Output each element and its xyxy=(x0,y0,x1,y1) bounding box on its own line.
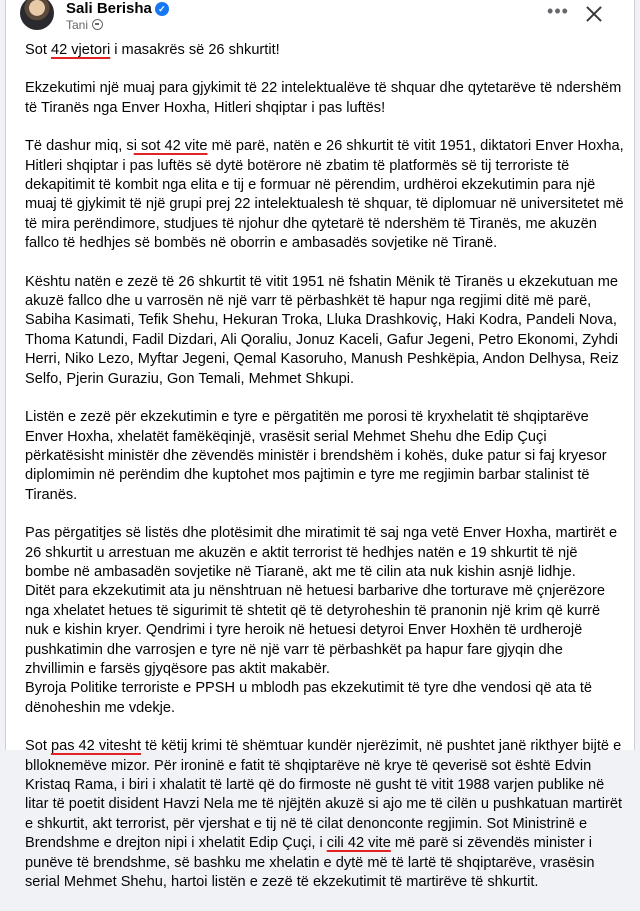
underlined-text: pas 42 vitesht xyxy=(50,738,142,755)
text: më parë, natën e 26 shkurtit të vitit 1951, diktatori Enver Hoxha, Hitleri shqiptar i pas luftës së dytë botërore në zbatim të platformës së tij terroriste të dekapitimit të kombit nga elita e tij e formuar në përendim, urdhëroi ekzekutimin para një muaj të gjykimit të një grupi prej 22 intelektualesh të shquar, të diplomuar në universitetet më të mira perëndimore, studjues të njohur dhe qytetarë të ndershëm të Tiranës, me akuzën fallco të hedhjes së bombës në oborrin e ambasadës sovjetike në Tiranë. xyxy=(25,138,624,252)
text: Të dashur miq, s xyxy=(25,138,134,155)
more-options-icon: ••• xyxy=(547,1,569,21)
post-header xyxy=(6,0,636,40)
paragraph-9 xyxy=(25,737,625,892)
paragraph-1 xyxy=(25,41,625,60)
close-button[interactable] xyxy=(580,0,608,28)
globe-icon xyxy=(92,19,103,30)
underlined-text: i sot 42 vite xyxy=(133,138,208,155)
paragraph-7: Ditët para ekzekutimit ata ju nënshtruan në hetuesi barbarive dhe torturave më çnjerëzore nga xhelatet hetues të sigurimit të shtetit që të detyroheshin të pranonin një krim që kurrë nuk e kishin kryer. Qendrimi i tyre heroik në hetuesi detyroi Enver Hoxhën të urdherojë pushkatimin dhe varrosjen e tyre në një varr të përbashkët pa hapur fare gjyqin dhe zhvillimin e farsës gjyqësore pas aktit makabër. xyxy=(25,583,606,677)
text: Sot xyxy=(25,42,51,58)
author-name-label[interactable]: Sali Berisha xyxy=(66,0,152,17)
post-body xyxy=(25,41,625,911)
post-card xyxy=(5,0,635,891)
text: të këtij krimi të shëmtuar kundër njerëzimit, në pushtet janë rikthyer bijtë e blloknemëve mizor. Për ironinë e fatit të shqiptarëve në krye të qeverisë sot është Edvin Kristaq Rama, i biri i xhalatit të lartë që do firmoste në gusht të vitit 1988 varjen publike në litar të poetit disident Havzi Nela me të njëjtën akuzë si ajo me të cilën u pushkatuan martirët e shkurtit, akt terrorist, për vjershat e tij në të cilat denonconte regjimin. Sot Ministrinë e Brendshme e drejton nipi i xhelatit Edip Çuçi, i xyxy=(25,738,623,852)
underlined-text: cili 42 vite xyxy=(326,835,391,852)
paragraph-8: Byroja Politike terroriste e PPSH u mblodh pas ekzekutimit të tyre dhe vendosi që ata të dënoheshin me vdekje. xyxy=(25,680,593,716)
text: i masakrës së 26 shkurtit! xyxy=(110,42,280,58)
paragraph-3 xyxy=(25,137,625,253)
post-meta xyxy=(66,18,103,32)
post-time[interactable]: Tani xyxy=(66,18,89,32)
paragraph-6: Pas përgatitjes së listës dhe plotësimit dhe miratimit të saj nga vetë Enver Hoxha, martirët e 26 shkurtit u arrestuan me akuzën e aktit terrorist të hedhjes natën e 19 shkurtit të një bombe në ambasadën sovjetike në Tiaranë, akt me të cilin ata nuk kishin asnjë lidhje. xyxy=(25,525,618,580)
verified-badge-icon: ✓ xyxy=(155,2,169,16)
avatar[interactable] xyxy=(20,0,54,30)
text: Sot xyxy=(25,738,51,755)
paragraph-4: Kështu natën e zezë të 26 shkurtit të vitit 1951 në fshatin Mënik të Tiranës u ekzekutuan me akuzë fallco dhe u varrosën në një varr të përbashkët të hapur nga regjimi ditë më parë, Sabiha Kasimati, Tefik Shehu, Hekuran Troka, Lluka Drashkoviç, Haki Kodra, Pandeli Nova, Thoma Katundi, Fadil Dizdari, Ali Qoraliu, Jonuz Kaceli, Gafur Jegeni, Petro Ekonomi, Zyhdi Herri, Niko Lezo, Myftar Jegeni, Qemal Kasoruho, Manush Peshkëpia, Andon Delhysa, Reiz Selfo, Pjerin Guraziu, Gon Temali, Mehmet Shkupi. xyxy=(25,273,619,387)
underlined-text: 42 vjetori xyxy=(50,42,111,58)
paragraph-2: Ekzekutimi një muaj para gjykimit të 22 intelektualëve të shquar dhe qytetarëve të ndershëm të Tiranës nga Enver Hoxha, Hitleri shqiptar i pas luftës! xyxy=(25,80,622,116)
author-name[interactable] xyxy=(66,0,169,17)
paragraph-5: Listën e zezë për ekzekutimin e tyre e përgatitën me porosi të kryxhelatit të shqiptarëve Enver Hoxha, xhelatët famëkëqinjë, vrasësit serial Mehmet Shehu dhe Edip Çuçi përkatësisht ministër dhe zëvendës ministër i brendshëm i kohës, duke patur si faj kryesor diplomimin në perëndim dhe kuptohet mos pajtimin e tyre me regjimin barbar stalinist të Tiranës. xyxy=(25,409,607,503)
text: më parë si zëvendës minister i punëve të brendshme, së bashku me xhelatin e dytë më të lartë të shqiptarëve, vrasësin serial Mehmet Shehu, hartoi listën e zezë të ekzekutimit të martirëve të shkurtit. xyxy=(25,835,595,891)
more-options-button[interactable] xyxy=(544,1,572,24)
